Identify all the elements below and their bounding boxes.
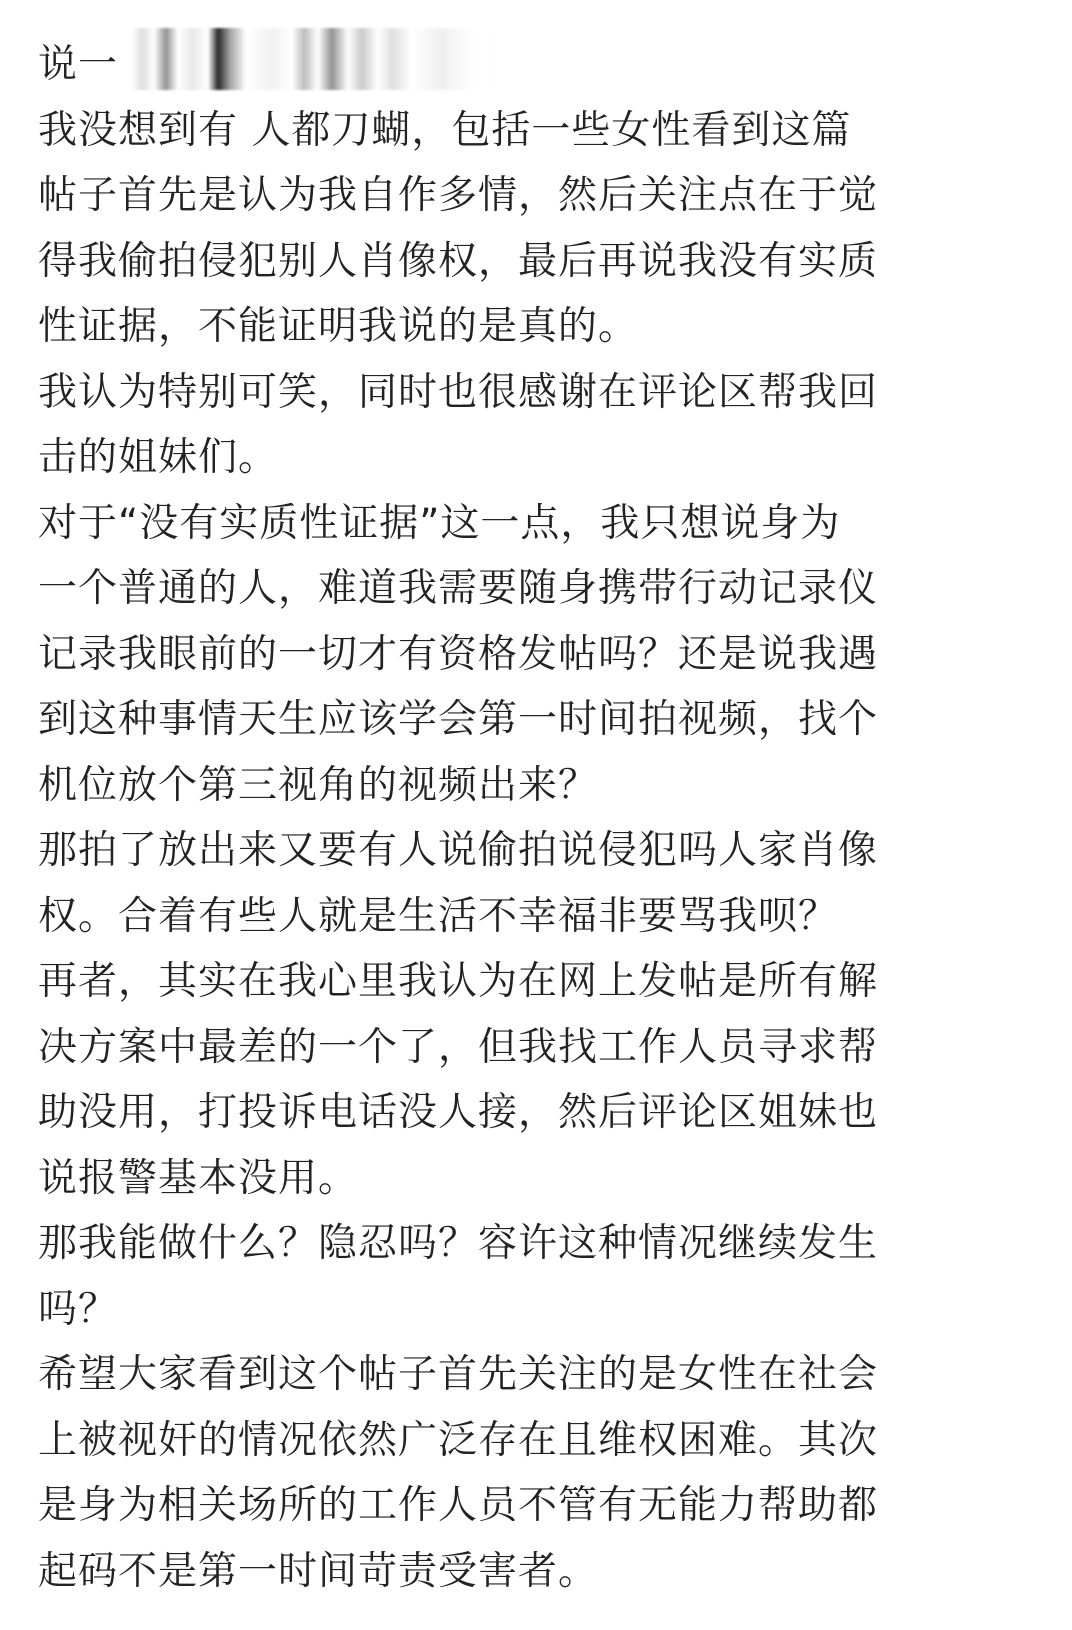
post-line: 起码不是第一时间苛责受害者。 (38, 1548, 599, 1594)
post-line: 上被视奸的情况依然广泛存在且维权困难。其次 (38, 1417, 879, 1463)
post-line: 一个普通的人，难道我需要随身携带行动记录仪 (38, 566, 879, 611)
post-line: 我没想到有 人都刀蝴，包括一些女性看到这篇 (38, 107, 852, 153)
post-line: 击的姐妹们。 (38, 435, 279, 480)
post-line: 说报警基本没用。 (38, 1155, 359, 1201)
post-line: 记录我眼前的一切才有资格发帖吗？还是说我遇 (38, 631, 879, 677)
post-line: 机位放个第三视角的视频出来？ (38, 762, 599, 808)
redaction-blur (122, 28, 502, 90)
post-line: 那我能做什么？隐忍吗？容许这种情况继续发生 (38, 1221, 879, 1266)
post-line: 助没用，打投诉电话没人接，然后评论区姐妹也 (38, 1090, 879, 1135)
post-line: 权。合着有些人就是生活不幸福非要骂我呗？ (38, 893, 839, 939)
post-line: 到这种事情天生应该学会第一时间拍视频，找个 (38, 697, 879, 742)
post-line: 帖子首先是认为我自作多情，然后关注点在于觉 (38, 173, 879, 218)
post-line: 我认为特别可笑，同时也很感谢在评论区帮我回 (38, 369, 879, 415)
post-line-redacted-1 (38, 32, 1038, 98)
post-body (38, 32, 1038, 1604)
post-line: 说一 (38, 42, 119, 87)
post-line: 对于“没有实质性证据”这一点，我只想说身为 (38, 500, 841, 546)
post-line: 那拍了放出来又要有人说偷拍说侵犯吗人家肖像 (38, 828, 879, 873)
post-line: 再者，其实在我心里我认为在网上发帖是所有解 (38, 959, 879, 1004)
post-line: 性证据，不能证明我说的是真的。 (38, 304, 639, 349)
post-line: 希望大家看到这个帖子首先关注的是女性在社会 (38, 1352, 879, 1397)
post-line: 吗？ (38, 1286, 119, 1332)
post-line: 决方案中最差的一个了，但我找工作人员寻求帮 (38, 1024, 879, 1070)
post-line: 得我偷拍侵犯别人肖像权，最后再说我没有实质 (38, 238, 879, 284)
post-line: 是身为相关场所的工作人员不管有无能力帮助都 (38, 1483, 879, 1528)
